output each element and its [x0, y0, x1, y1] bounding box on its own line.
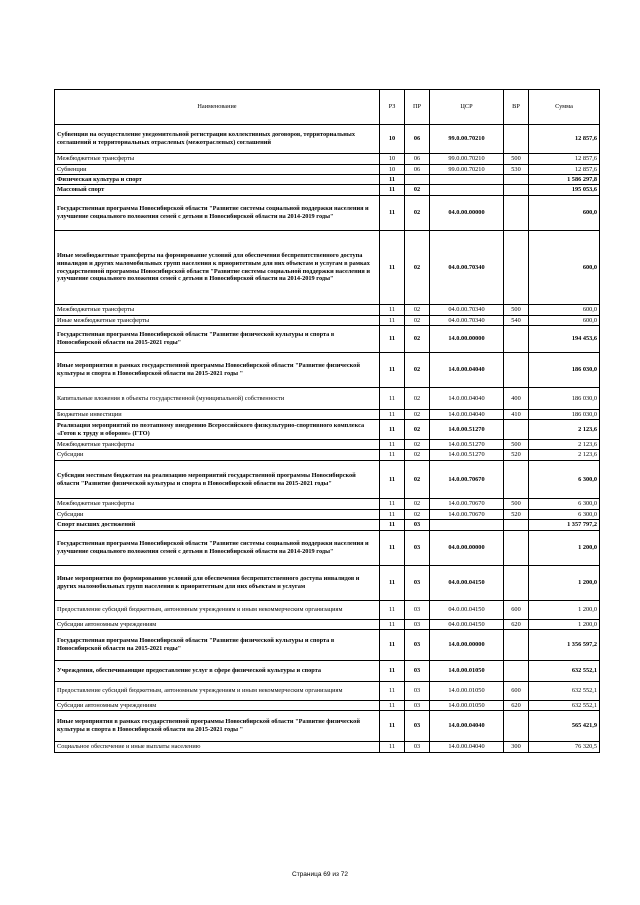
cell-rz: 11 [380, 410, 405, 420]
cell-pr: 03 [405, 742, 430, 753]
cell-vr [504, 420, 529, 440]
cell-rz: 11 [380, 630, 405, 661]
cell-vr [504, 711, 529, 742]
cell-rz: 11 [380, 499, 405, 510]
cell-vr: 400 [504, 388, 529, 410]
table-row [55, 461, 600, 499]
cell-pr: 03 [405, 520, 430, 531]
cell-name: Межбюджетные трансферты [55, 305, 380, 316]
cell-csr: 14.0.00.01050 [430, 682, 504, 701]
cell-rz: 11 [380, 531, 405, 566]
cell-name: Субсидии автономным учреждениям [55, 701, 380, 711]
cell-csr [430, 185, 504, 196]
cell-name: Субсидии [55, 450, 380, 461]
header-csr: ЦСР [430, 90, 504, 125]
cell-csr: 14.0.00.04040 [430, 410, 504, 420]
cell-sum: 1 200,0 [529, 531, 600, 566]
cell-rz: 11 [380, 185, 405, 196]
header-pr: ПР [405, 90, 430, 125]
cell-vr [504, 630, 529, 661]
cell-sum: 12 857,6 [529, 125, 600, 154]
header-rz: РЗ [380, 90, 405, 125]
cell-vr [504, 175, 529, 185]
cell-pr: 03 [405, 701, 430, 711]
cell-vr: 520 [504, 450, 529, 461]
cell-vr: 500 [504, 499, 529, 510]
cell-rz: 11 [380, 388, 405, 410]
cell-csr: 14.0.00.51270 [430, 420, 504, 440]
cell-name: Субсидии автономным учреждениям [55, 620, 380, 630]
cell-name: Субсидии [55, 510, 380, 520]
cell-name: Иные мероприятия в рамках государственной программы Новосибирской области "Развитие физической культуры и спорта в Новосибирской области на 2015-2021 годы " [55, 711, 380, 742]
page-number: Страница 69 из 72 [292, 871, 348, 878]
cell-pr: 02 [405, 316, 430, 326]
table-row [55, 661, 600, 682]
cell-name: Предоставление субсидий бюджетным, автономным учреждениям и иным некоммерческим организациям [55, 601, 380, 620]
cell-pr: 02 [405, 499, 430, 510]
table-row [55, 231, 600, 305]
cell-sum: 600,0 [529, 196, 600, 231]
cell-rz: 11 [380, 742, 405, 753]
cell-sum: 1 357 797,2 [529, 520, 600, 531]
cell-rz: 11 [380, 175, 405, 185]
cell-sum: 632 552,1 [529, 661, 600, 682]
cell-name: Спорт высших достижений [55, 520, 380, 531]
table-row [55, 630, 600, 661]
cell-pr: 02 [405, 420, 430, 440]
cell-name: Учреждения, обеспечивающие предоставление услуг в сфере физической культуры и спорта [55, 661, 380, 682]
cell-sum: 2 123,6 [529, 450, 600, 461]
cell-rz: 11 [380, 305, 405, 316]
cell-vr: 500 [504, 440, 529, 450]
cell-rz: 11 [380, 711, 405, 742]
cell-name: Государственная программа Новосибирской области "Развитие системы социальной поддержки населения и улучшение социального положения семей с детьми в Новосибирской области на 2014-2019 годы" [55, 196, 380, 231]
header-vr: ВР [504, 90, 529, 125]
cell-sum: 12 857,6 [529, 154, 600, 165]
cell-name: Субвенции [55, 165, 380, 175]
cell-pr: 02 [405, 410, 430, 420]
cell-sum: 6 300,0 [529, 510, 600, 520]
cell-vr [504, 231, 529, 305]
table-row [55, 420, 600, 440]
table-row [55, 682, 600, 701]
cell-vr [504, 353, 529, 388]
cell-pr: 03 [405, 620, 430, 630]
table-row [55, 125, 600, 154]
cell-vr [504, 326, 529, 353]
cell-name: Физическая культура и спорт [55, 175, 380, 185]
cell-pr: 06 [405, 125, 430, 154]
cell-csr: 99.0.00.70210 [430, 125, 504, 154]
cell-csr: 04.0.00.00000 [430, 196, 504, 231]
cell-csr: 14.0.00.70670 [430, 461, 504, 499]
cell-sum: 6 300,0 [529, 461, 600, 499]
cell-name: Социальное обеспечение и иные выплаты населению [55, 742, 380, 753]
cell-name: Реализация мероприятий по поэтапному внедрению Всероссийского физкультурно-спортивного комплекса «Готов к труду и обороне» (ГТО) [55, 420, 380, 440]
cell-name: Капитальные вложения в объекты государственной (муниципальной) собственности [55, 388, 380, 410]
cell-name: Государственная программа Новосибирской области "Развитие системы социальной поддержки населения и улучшение социального положения семей с детьми в Новосибирской области на 2014-2019 годы" [55, 531, 380, 566]
cell-rz: 11 [380, 682, 405, 701]
header-name: Наименование [55, 90, 380, 125]
table-row [55, 410, 600, 420]
cell-pr: 06 [405, 165, 430, 175]
cell-name: Массовый спорт [55, 185, 380, 196]
table-row [55, 196, 600, 231]
cell-vr [504, 566, 529, 601]
table-row [55, 742, 600, 753]
table-row [55, 450, 600, 461]
cell-rz: 10 [380, 125, 405, 154]
cell-csr: 14.0.00.51270 [430, 440, 504, 450]
cell-pr: 03 [405, 630, 430, 661]
cell-rz: 11 [380, 701, 405, 711]
cell-vr: 530 [504, 165, 529, 175]
table-row [55, 601, 600, 620]
cell-csr: 04.0.00.04150 [430, 601, 504, 620]
cell-sum: 186 030,0 [529, 410, 600, 420]
cell-sum: 194 453,6 [529, 326, 600, 353]
cell-rz: 10 [380, 165, 405, 175]
cell-name: Межбюджетные трансферты [55, 440, 380, 450]
cell-csr: 14.0.00.00000 [430, 630, 504, 661]
cell-vr: 300 [504, 742, 529, 753]
cell-vr [504, 520, 529, 531]
cell-vr [504, 531, 529, 566]
cell-pr: 03 [405, 682, 430, 701]
cell-csr: 99.0.00.70210 [430, 165, 504, 175]
cell-vr [504, 461, 529, 499]
cell-pr: 03 [405, 661, 430, 682]
cell-rz: 11 [380, 601, 405, 620]
cell-sum: 12 857,6 [529, 165, 600, 175]
cell-vr: 620 [504, 701, 529, 711]
cell-rz: 11 [380, 316, 405, 326]
cell-csr: 14.0.00.04040 [430, 711, 504, 742]
header-sum: Сумма [529, 90, 600, 125]
cell-csr [430, 520, 504, 531]
cell-pr: 06 [405, 154, 430, 165]
cell-rz: 10 [380, 154, 405, 165]
cell-sum: 632 552,1 [529, 701, 600, 711]
cell-name: Межбюджетные трансферты [55, 154, 380, 165]
cell-csr: 04.0.00.04150 [430, 566, 504, 601]
cell-pr: 03 [405, 711, 430, 742]
cell-vr: 500 [504, 305, 529, 316]
table-row [55, 305, 600, 316]
cell-sum: 195 053,6 [529, 185, 600, 196]
cell-sum: 565 421,9 [529, 711, 600, 742]
cell-pr [405, 175, 430, 185]
cell-pr: 03 [405, 601, 430, 620]
cell-rz: 11 [380, 440, 405, 450]
cell-name: Государственная программа Новосибирской области "Развитие физической культуры и спорта в Новосибирской области на 2015-2021 годы" [55, 630, 380, 661]
cell-csr: 14.0.00.51270 [430, 450, 504, 461]
table-row [55, 711, 600, 742]
cell-vr: 600 [504, 682, 529, 701]
table-row [55, 185, 600, 196]
cell-vr: 410 [504, 410, 529, 420]
cell-csr: 14.0.00.01050 [430, 661, 504, 682]
cell-csr [430, 175, 504, 185]
cell-vr: 600 [504, 601, 529, 620]
table-row [55, 520, 600, 531]
cell-name: Государственная программа Новосибирской области "Развитие физической культуры и спорта в Новосибирской области на 2015-2021 годы" [55, 326, 380, 353]
cell-pr: 02 [405, 461, 430, 499]
cell-rz: 11 [380, 231, 405, 305]
cell-vr: 620 [504, 620, 529, 630]
cell-sum: 186 030,0 [529, 353, 600, 388]
cell-csr: 14.0.00.04040 [430, 353, 504, 388]
budget-table [54, 89, 600, 753]
cell-rz: 11 [380, 510, 405, 520]
cell-csr: 14.0.00.70670 [430, 499, 504, 510]
cell-name: Иные межбюджетные трансферты на формирование условий для обеспечения беспрепятственного доступа инвалидов и других маломобильных групп населения к приоритетным для них объектам и услугам в рамках государственной программы Новосибирской области "Развитие системы социальной поддержки населения и улучшение социального положения семей с детьми в Новосибирской области на 2014-2019 годы" [55, 231, 380, 305]
table-row [55, 326, 600, 353]
cell-sum: 186 030,0 [529, 388, 600, 410]
cell-sum: 600,0 [529, 305, 600, 316]
cell-pr: 03 [405, 531, 430, 566]
cell-rz: 11 [380, 566, 405, 601]
cell-sum: 1 200,0 [529, 620, 600, 630]
cell-vr [504, 125, 529, 154]
cell-sum: 1 200,0 [529, 601, 600, 620]
cell-sum: 632 552,1 [529, 682, 600, 701]
cell-name: Межбюджетные трансферты [55, 499, 380, 510]
cell-pr: 02 [405, 353, 430, 388]
table-row [55, 701, 600, 711]
cell-pr: 02 [405, 450, 430, 461]
table-row [55, 620, 600, 630]
table-row [55, 510, 600, 520]
cell-csr: 99.0.00.70210 [430, 154, 504, 165]
cell-sum: 1 200,0 [529, 566, 600, 601]
table-row [55, 165, 600, 175]
cell-sum: 600,0 [529, 231, 600, 305]
cell-pr: 02 [405, 231, 430, 305]
table-row [55, 566, 600, 601]
cell-sum: 2 123,6 [529, 440, 600, 450]
cell-pr: 02 [405, 196, 430, 231]
cell-sum: 1 586 297,8 [529, 175, 600, 185]
cell-name: Иные мероприятия в рамках государственной программы Новосибирской области "Развитие физической культуры и спорта в Новосибирской области на 2015-2021 годы " [55, 353, 380, 388]
cell-csr: 14.0.00.01050 [430, 701, 504, 711]
cell-rz: 11 [380, 450, 405, 461]
cell-sum: 600,0 [529, 316, 600, 326]
cell-rz: 11 [380, 461, 405, 499]
cell-name: Субвенция на осуществление уведомительной регистрации коллективных договоров, территориальных соглашений и территориальных отраслевых (межотраслевых) соглашений [55, 125, 380, 154]
cell-name: Иные межбюджетные трансферты [55, 316, 380, 326]
table-row [55, 175, 600, 185]
table-row [55, 499, 600, 510]
cell-rz: 11 [380, 520, 405, 531]
cell-csr: 14.0.00.70670 [430, 510, 504, 520]
cell-vr: 540 [504, 316, 529, 326]
cell-name: Иные мероприятия по формированию условий для обеспечения беспрепятственного доступа инвалидов и других маломобильных групп населения к приоритетным для них объектам и услугам [55, 566, 380, 601]
cell-csr: 04.0.00.04150 [430, 620, 504, 630]
cell-csr: 04.0.00.70340 [430, 231, 504, 305]
cell-name: Бюджетные инвестиции [55, 410, 380, 420]
cell-rz: 11 [380, 353, 405, 388]
cell-vr [504, 196, 529, 231]
cell-csr: 14.0.00.04040 [430, 388, 504, 410]
cell-rz: 11 [380, 620, 405, 630]
table-row [55, 316, 600, 326]
table-header-row [55, 90, 600, 125]
cell-vr: 520 [504, 510, 529, 520]
cell-pr: 02 [405, 510, 430, 520]
cell-vr [504, 185, 529, 196]
table-row [55, 353, 600, 388]
table-row [55, 388, 600, 410]
cell-rz: 11 [380, 661, 405, 682]
cell-sum: 1 356 597,2 [529, 630, 600, 661]
cell-pr: 02 [405, 388, 430, 410]
table-row [55, 440, 600, 450]
cell-rz: 11 [380, 196, 405, 231]
cell-rz: 11 [380, 326, 405, 353]
cell-pr: 02 [405, 305, 430, 316]
cell-pr: 02 [405, 326, 430, 353]
table-body [55, 125, 600, 753]
cell-sum: 2 123,6 [529, 420, 600, 440]
cell-vr [504, 661, 529, 682]
cell-rz: 11 [380, 420, 405, 440]
cell-csr: 04.0.00.70340 [430, 305, 504, 316]
cell-csr: 14.0.00.00000 [430, 326, 504, 353]
table-row [55, 154, 600, 165]
cell-sum: 76 320,5 [529, 742, 600, 753]
cell-name: Субсидии местным бюджетам на реализацию мероприятий государственной программы Новосибирской области "Развитие физической культуры и спорта в Новосибирской области на 2015-2021 годы" [55, 461, 380, 499]
cell-sum: 6 300,0 [529, 499, 600, 510]
table-row [55, 531, 600, 566]
cell-csr: 04.0.00.70340 [430, 316, 504, 326]
cell-name: Предоставление субсидий бюджетным, автономным учреждениям и иным некоммерческим организациям [55, 682, 380, 701]
cell-vr: 500 [504, 154, 529, 165]
cell-csr: 04.0.00.00000 [430, 531, 504, 566]
cell-pr: 02 [405, 440, 430, 450]
cell-csr: 14.0.00.04040 [430, 742, 504, 753]
cell-pr: 03 [405, 566, 430, 601]
cell-pr: 02 [405, 185, 430, 196]
